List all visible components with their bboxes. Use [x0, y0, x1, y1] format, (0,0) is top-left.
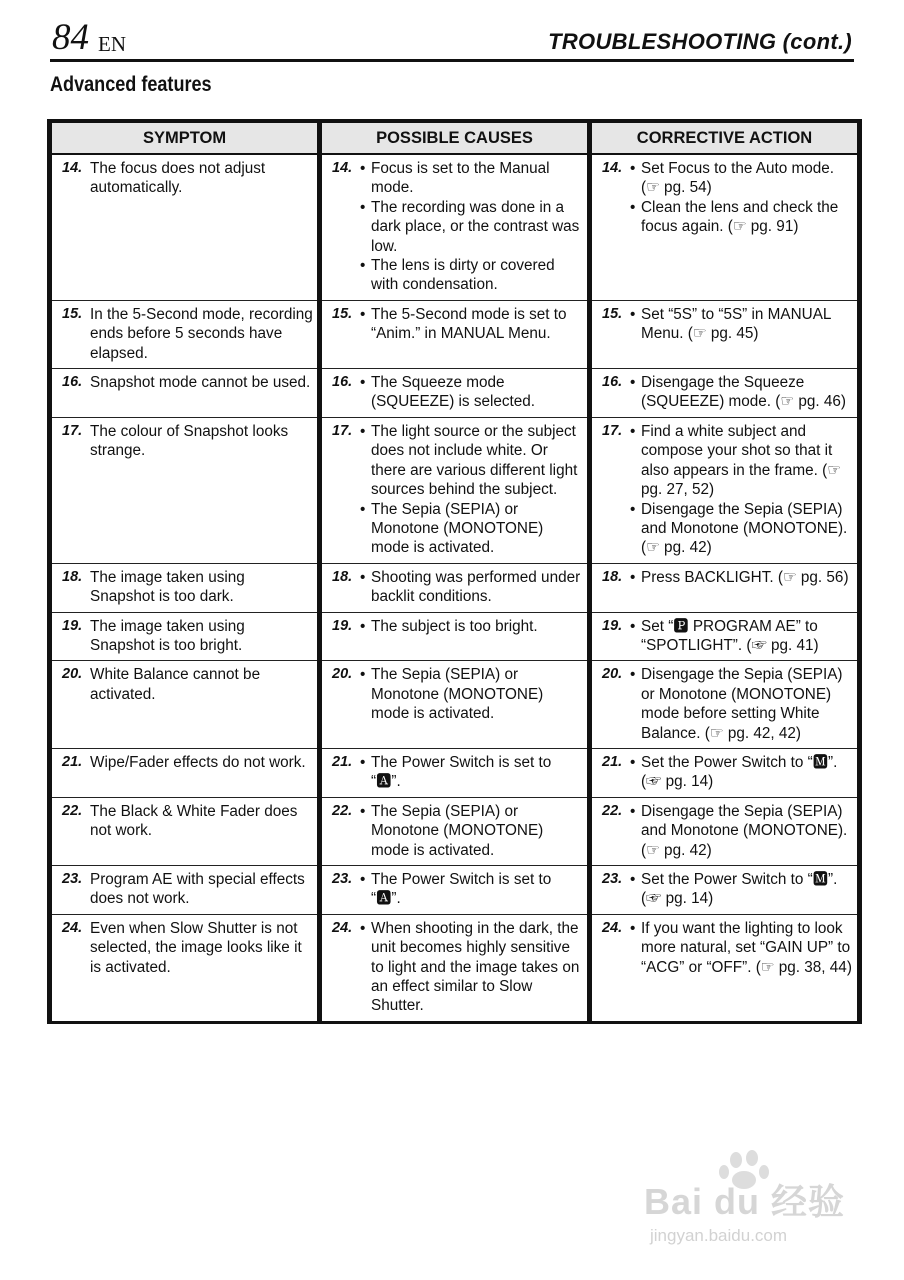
- actions-cell: [590, 748, 860, 797]
- causes-list: [360, 617, 583, 636]
- row-number: 24.: [602, 919, 623, 936]
- actions-list: [630, 422, 853, 558]
- actions-item: • Clean the lens and check the focus again. (☞ pg. 91): [630, 198, 853, 237]
- symptom-cell: [50, 914, 320, 1022]
- symptom-text: In the 5-Second mode, recording ends before 5 seconds have elapsed.: [90, 305, 313, 362]
- actions-cell: [590, 369, 860, 418]
- row-number: 19.: [332, 617, 353, 634]
- symptom-text: The focus does not adjust automatically.: [90, 160, 266, 197]
- actions-item: • Disengage the Sepia (SEPIA) or Monotone (MONOTONE) mode before setting White Balance. (☞ pg. 42, 42): [630, 665, 853, 743]
- actions-cell: [590, 661, 860, 749]
- causes-item: • The Power Switch is set to “🅰”.: [360, 753, 583, 792]
- table-row: [50, 866, 860, 915]
- row-number: 20.: [602, 666, 623, 683]
- actions-list: [630, 919, 853, 977]
- row-number: 15.: [62, 305, 83, 322]
- causes-item: • The 5-Second mode is set to “Anim.” in MANUAL Menu.: [360, 305, 583, 344]
- page-number: 84: [52, 17, 89, 58]
- causes-item: • The subject is too bright.: [360, 617, 583, 636]
- causes-list: [360, 305, 583, 344]
- symptom-cell: [50, 417, 320, 563]
- actions-cell: [590, 154, 860, 300]
- causes-item: • The light source or the subject does not include white. Or there are various different light sources behind the subject.: [360, 422, 583, 500]
- actions-cell: [590, 797, 860, 865]
- row-number: 17.: [332, 422, 353, 439]
- causes-item: • The Squeeze mode (SQUEEZE) is selected.: [360, 373, 583, 412]
- row-number: 20.: [62, 666, 83, 683]
- actions-item: • Set “🅿 PROGRAM AE” to “SPOTLIGHT”. (☞ pg. 41): [630, 617, 853, 656]
- table-row: [50, 914, 860, 1022]
- watermark-url: jingyan.baidu.com: [650, 1226, 788, 1245]
- column-header-causes: POSSIBLE CAUSES: [320, 121, 590, 154]
- symptom-cell: [50, 369, 320, 418]
- table-row: [50, 748, 860, 797]
- symptom-text: Even when Slow Shutter is not selected, the image looks like it is activated.: [90, 919, 302, 976]
- symptom-text: Program AE with special effects does not work.: [90, 871, 305, 908]
- row-number: 23.: [332, 871, 353, 887]
- causes-item: • The Sepia (SEPIA) or Monotone (MONOTONE) mode is activated.: [360, 665, 583, 723]
- causes-cell: [320, 748, 590, 797]
- actions-list: [630, 665, 853, 743]
- table-header-row: [50, 121, 860, 154]
- causes-cell: [320, 369, 590, 418]
- causes-cell: [320, 661, 590, 749]
- row-number: 24.: [62, 919, 83, 936]
- symptom-text: The image taken using Snapshot is too bright.: [90, 617, 245, 654]
- row-number: 18.: [62, 568, 83, 585]
- table-row: [50, 797, 860, 865]
- causes-cell: [320, 914, 590, 1022]
- actions-item: • Set the Power Switch to “🅼”. (☞ pg. 14): [630, 870, 853, 909]
- causes-item: • The Sepia (SEPIA) or Monotone (MONOTONE) mode is activated.: [360, 500, 583, 558]
- symptom-text: The Black & White Fader does not work.: [90, 802, 298, 840]
- row-number: 21.: [62, 753, 83, 770]
- section-header: TROUBLESHOOTING (cont.): [548, 29, 852, 54]
- symptom-text: White Balance cannot be activated.: [90, 666, 261, 703]
- row-number: 22.: [332, 802, 353, 819]
- table-row: [50, 612, 860, 661]
- actions-list: [630, 870, 853, 909]
- causes-cell: [320, 866, 590, 915]
- causes-cell: [320, 563, 590, 612]
- actions-item: • Set Focus to the Auto mode. (☞ pg. 54): [630, 159, 853, 198]
- causes-list: [360, 870, 583, 909]
- causes-item: • The Power Switch is set to “🅰”.: [360, 870, 583, 909]
- actions-item: • If you want the lighting to look more natural, set “GAIN UP” to “ACG” or “OFF”. (☞ pg. 38, 44): [630, 919, 853, 977]
- causes-item: • Focus is set to the Manual mode.: [360, 159, 583, 198]
- row-number: 22.: [602, 802, 623, 819]
- row-number: 14.: [332, 160, 353, 176]
- table-body: [50, 154, 860, 1022]
- symptom-cell: [50, 797, 320, 865]
- causes-cell: [320, 154, 590, 300]
- actions-list: [630, 159, 853, 237]
- row-number: 19.: [602, 617, 623, 634]
- row-number: 23.: [602, 871, 623, 887]
- symptom-text: Wipe/Fader effects do not work.: [90, 753, 306, 771]
- row-number: 17.: [62, 422, 83, 439]
- causes-list: [360, 568, 583, 607]
- symptom-cell: [50, 154, 320, 300]
- actions-cell: [590, 300, 860, 368]
- column-header-action: CORRECTIVE ACTION: [590, 121, 860, 154]
- actions-item: • Find a white subject and compose your shot so that it also appears in the frame. (☞ pg. 27, 52): [630, 422, 853, 500]
- row-number: 16.: [332, 374, 353, 391]
- causes-cell: [320, 797, 590, 865]
- actions-list: [630, 753, 853, 792]
- actions-cell: [590, 417, 860, 563]
- row-number: 20.: [332, 666, 353, 683]
- table-row: [50, 563, 860, 612]
- actions-item: • Disengage the Squeeze (SQUEEZE) mode. (☞ pg. 46): [630, 373, 853, 412]
- actions-item: • Set the Power Switch to “🅼”. (☞ pg. 14): [630, 753, 853, 792]
- actions-item: • Press BACKLIGHT. (☞ pg. 56): [630, 568, 853, 587]
- symptom-cell: [50, 612, 320, 661]
- row-number: 14.: [602, 160, 623, 176]
- row-number: 16.: [62, 374, 83, 391]
- row-number: 18.: [332, 568, 353, 585]
- watermark-brand: Bai du 经验: [644, 1181, 846, 1222]
- causes-item: • The lens is dirty or covered with condensation.: [360, 256, 583, 295]
- troubleshooting-table: [47, 119, 862, 1024]
- symptom-cell: [50, 563, 320, 612]
- row-number: 21.: [602, 753, 623, 770]
- actions-cell: [590, 612, 860, 661]
- causes-cell: [320, 612, 590, 661]
- page-language: EN: [98, 32, 126, 56]
- causes-item: • The Sepia (SEPIA) or Monotone (MONOTONE) mode is activated.: [360, 802, 583, 860]
- causes-list: [360, 373, 583, 412]
- actions-cell: [590, 866, 860, 915]
- table-row: [50, 661, 860, 749]
- column-header-symptom: SYMPTOM: [50, 121, 320, 154]
- actions-list: [630, 568, 853, 587]
- page-header: [50, 14, 854, 62]
- row-number: 15.: [332, 305, 353, 322]
- actions-item: • Set “5S” to “5S” in MANUAL Menu. (☞ pg. 45): [630, 305, 853, 344]
- causes-item: • Shooting was performed under backlit conditions.: [360, 568, 583, 607]
- actions-item: • Disengage the Sepia (SEPIA) and Monotone (MONOTONE). (☞ pg. 42): [630, 802, 853, 860]
- row-number: 19.: [62, 617, 83, 634]
- row-number: 16.: [602, 374, 623, 391]
- symptom-text: Snapshot mode cannot be used.: [90, 374, 311, 392]
- symptom-cell: [50, 748, 320, 797]
- causes-item: • The recording was done in a dark place, or the contrast was low.: [360, 198, 583, 256]
- actions-list: [630, 802, 853, 860]
- actions-list: [630, 305, 853, 344]
- causes-cell: [320, 300, 590, 368]
- row-number: 15.: [602, 305, 623, 322]
- page-title: Advanced features: [50, 73, 212, 96]
- causes-list: [360, 802, 583, 860]
- row-number: 17.: [602, 422, 623, 439]
- symptom-cell: [50, 866, 320, 915]
- table-row: [50, 300, 860, 368]
- actions-item: • Disengage the Sepia (SEPIA) and Monotone (MONOTONE). (☞ pg. 42): [630, 500, 853, 558]
- row-number: 21.: [332, 753, 353, 770]
- table-row: [50, 369, 860, 418]
- row-number: 23.: [62, 871, 83, 887]
- symptom-cell: [50, 661, 320, 749]
- symptom-text: The colour of Snapshot looks strange.: [90, 422, 289, 460]
- causes-list: [360, 753, 583, 792]
- causes-list: [360, 422, 583, 558]
- symptom-cell: [50, 300, 320, 368]
- causes-list: [360, 159, 583, 295]
- table-row: [50, 154, 860, 300]
- row-number: 18.: [602, 568, 623, 585]
- causes-list: [360, 665, 583, 723]
- header-rule: [50, 59, 854, 62]
- symptom-text: The image taken using Snapshot is too dark.: [90, 568, 245, 606]
- row-number: 24.: [332, 919, 353, 936]
- actions-cell: [590, 563, 860, 612]
- baidu-watermark: [636, 1150, 866, 1260]
- causes-item: • When shooting in the dark, the unit becomes highly sensitive to light and the image takes on an effect similar to Slow Shutter.: [360, 919, 583, 1016]
- actions-cell: [590, 914, 860, 1022]
- row-number: 22.: [62, 802, 83, 819]
- row-number: 14.: [62, 160, 83, 176]
- actions-list: [630, 373, 853, 412]
- causes-list: [360, 919, 583, 1016]
- actions-list: [630, 617, 853, 656]
- causes-cell: [320, 417, 590, 563]
- table-row: [50, 417, 860, 563]
